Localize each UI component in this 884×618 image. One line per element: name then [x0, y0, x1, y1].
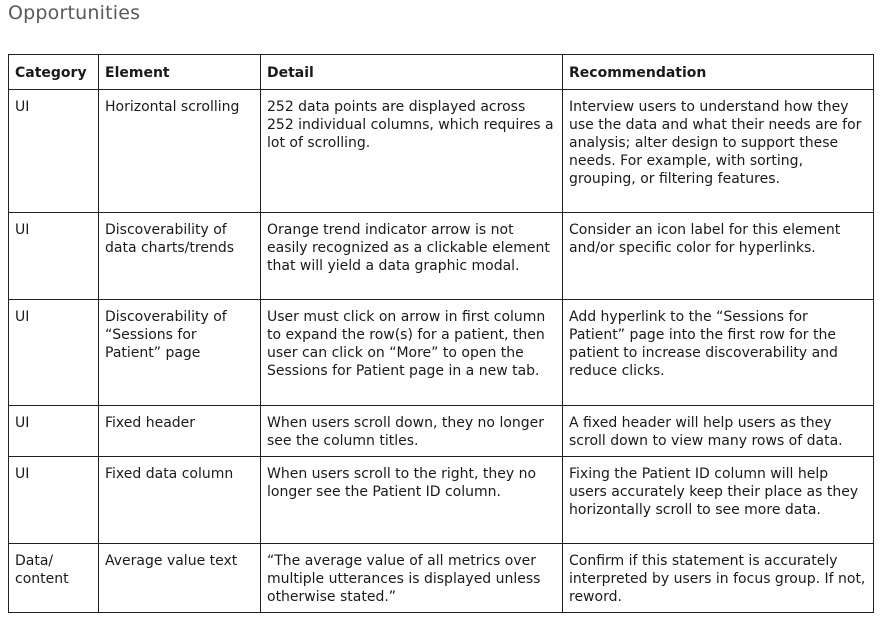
- cell-element: Discoverability of “Sessions for Patient” page: [99, 300, 261, 406]
- opportunities-table: [8, 54, 874, 613]
- cell-element: Horizontal scrolling: [99, 90, 261, 213]
- cell-category: UI: [9, 406, 99, 457]
- cell-recommendation: Consider an icon label for this element and/or specific color for hyperlinks.: [563, 213, 874, 300]
- header-category: Category: [9, 55, 99, 90]
- cell-recommendation: Add hyperlink to the “Sessions for Patient” page into the first row for the patient to increase discoverability and reduce clicks.: [563, 300, 874, 406]
- cell-detail: When users scroll to the right, they no longer see the Patient ID column.: [261, 457, 563, 544]
- table-row: [9, 300, 874, 406]
- cell-category: UI: [9, 457, 99, 544]
- cell-detail: User must click on arrow in first column to expand the row(s) for a patient, then user can click on “More” to open the Sessions for Patient page in a new tab.: [261, 300, 563, 406]
- cell-element: Fixed data column: [99, 457, 261, 544]
- table-row: [9, 213, 874, 300]
- cell-element: Fixed header: [99, 406, 261, 457]
- cell-category: UI: [9, 90, 99, 213]
- table-row: [9, 406, 874, 457]
- cell-detail: Orange trend indicator arrow is not easily recognized as a clickable element that will yield a data graphic modal.: [261, 213, 563, 300]
- cell-recommendation: Confirm if this statement is accurately interpreted by users in focus group. If not, reword.: [563, 544, 874, 613]
- cell-detail: 252 data points are displayed across 252 individual columns, which requires a lot of scrolling.: [261, 90, 563, 213]
- page-title: Opportunities: [8, 2, 141, 24]
- cell-category: Data/ content: [9, 544, 99, 613]
- header-recommendation: Recommendation: [563, 55, 874, 90]
- cell-recommendation: Fixing the Patient ID column will help users accurately keep their place as they horizontally scroll to see more data.: [563, 457, 874, 544]
- cell-recommendation: Interview users to understand how they use the data and what their needs are for analysis; alter design to support these needs. For example, with sorting, grouping, or filtering features.: [563, 90, 874, 213]
- cell-detail: “The average value of all metrics over multiple utterances is displayed unless otherwise stated.”: [261, 544, 563, 613]
- cell-element: Average value text: [99, 544, 261, 613]
- cell-element: Discoverability of data charts/trends: [99, 213, 261, 300]
- cell-category: UI: [9, 213, 99, 300]
- table-row: [9, 457, 874, 544]
- header-element: Element: [99, 55, 261, 90]
- cell-category: UI: [9, 300, 99, 406]
- header-detail: Detail: [261, 55, 563, 90]
- cell-recommendation: A fixed header will help users as they scroll down to view many rows of data.: [563, 406, 874, 457]
- table-header-row: [9, 55, 874, 90]
- cell-detail: When users scroll down, they no longer see the column titles.: [261, 406, 563, 457]
- table-row: [9, 544, 874, 613]
- table-row: [9, 90, 874, 213]
